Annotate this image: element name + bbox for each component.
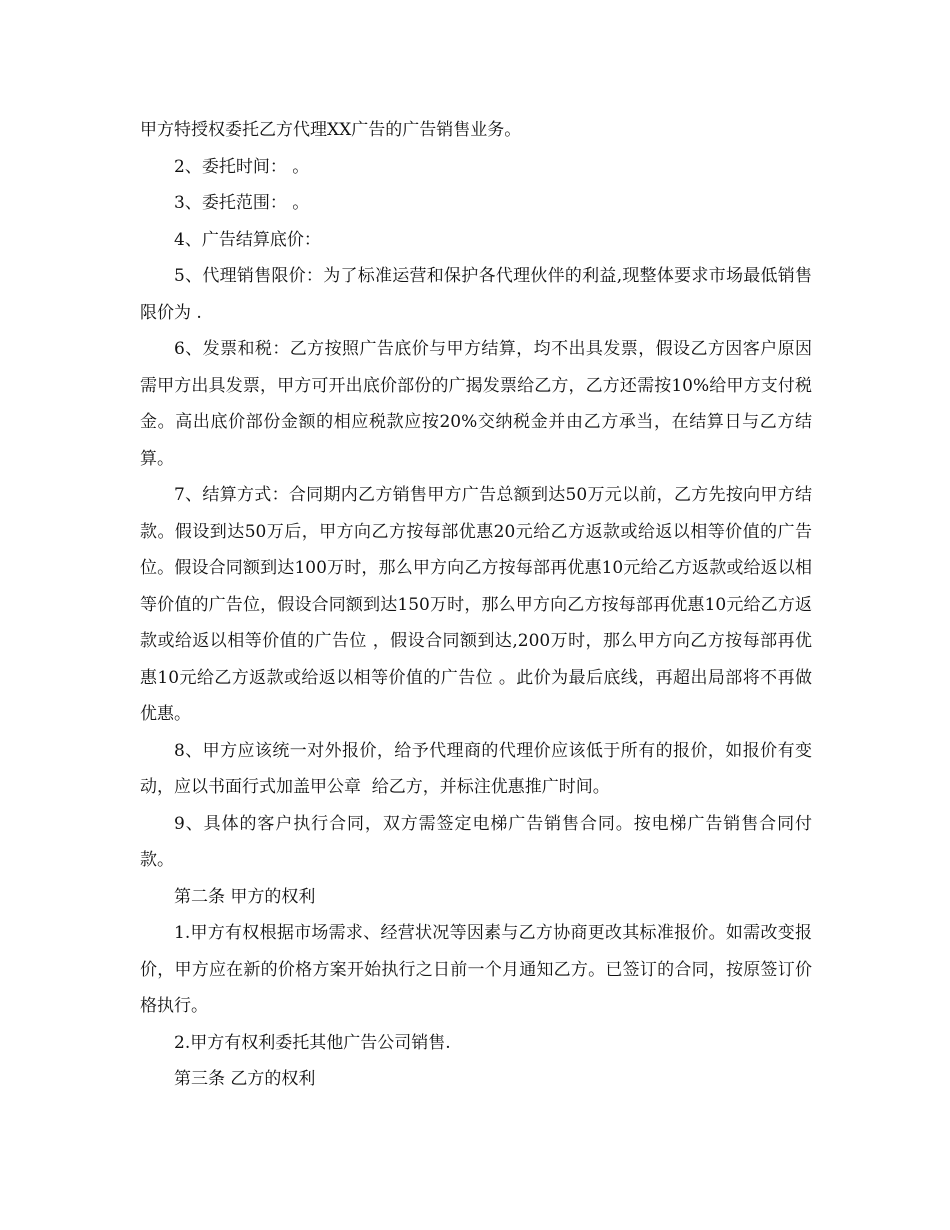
paragraph-settlement: 7、结算方式：合同期内乙方销售甲方广告总额到达50万元以前，乙方先按向甲方结款。假设到达50万后，甲方向乙方按每部优惠20元给乙方返款或给返以相等价值的广告位。假设合同额到达100万时，那么甲方向乙方按每部再优惠10元给乙方返款或给返以相等价值的广告位，假设合同额到达150万时，那么甲方向乙方按每部再优惠10元给乙方返款或给返以相等价值的广告位 ，假设合同额到达,200万时，那么甲方向乙方按每部再优惠10元给乙方返款或给返以相等价值的广告位 。此价为最后底线，再超出局部将不再做优惠。 [140,485,812,724]
paragraph-term: 2、委托时间： 。 [174,156,310,177]
paragraph-party-a-right-1: 1.甲方有权根据市场需求、经营状况等因素与乙方协商更改其标准报价。如需改变报价，甲方应在新的价格方案开始执行之日前一个月通知乙方。已签订的合同，按原签订价格执行。 [140,923,812,1016]
paragraph-base-price: 4、广告结算底价： [174,229,321,250]
paragraph-client-contract: 9、具体的客户执行合同，双方需签定电梯广告销售合同。按电梯广告销售合同付款。 [140,813,812,870]
section-heading-party-b-rights: 第三条 乙方的权利 [174,1069,316,1089]
paragraph-price-limit: 5、代理销售限价：为了标准运营和保护各代理伙伴的利益,现整体要求市场最低销售限价为 . [140,266,812,323]
paragraph-scope: 甲方特授权委托乙方代理XX广告的广告销售业务。 [140,120,522,140]
paragraph-party-a-right-2: 2.甲方有权利委托其他广告公司销售. [174,1032,451,1053]
section-heading-party-a-rights: 第二条 甲方的权利 [174,886,316,907]
paragraph-range: 3、委托范围： 。 [174,193,310,213]
document-body [140,112,812,1098]
paragraph-unified-quote: 8、甲方应该统一对外报价，给予代理商的代理价应该低于所有的报价，如报价有变动，应以书面行式加盖甲公章 给乙方，并标注优惠推广时间。 [140,740,812,797]
paragraph-invoice-tax: 6、发票和税：乙方按照广告底价与甲方结算，均不出具发票，假设乙方因客户原因需甲方出具发票，甲方可开出底价部份的广揭发票给乙方，乙方还需按10%给甲方支付税金。高出底价部份金额的相应税款应按20%交纳税金并由乙方承当，在结算日与乙方结算。 [140,339,812,469]
